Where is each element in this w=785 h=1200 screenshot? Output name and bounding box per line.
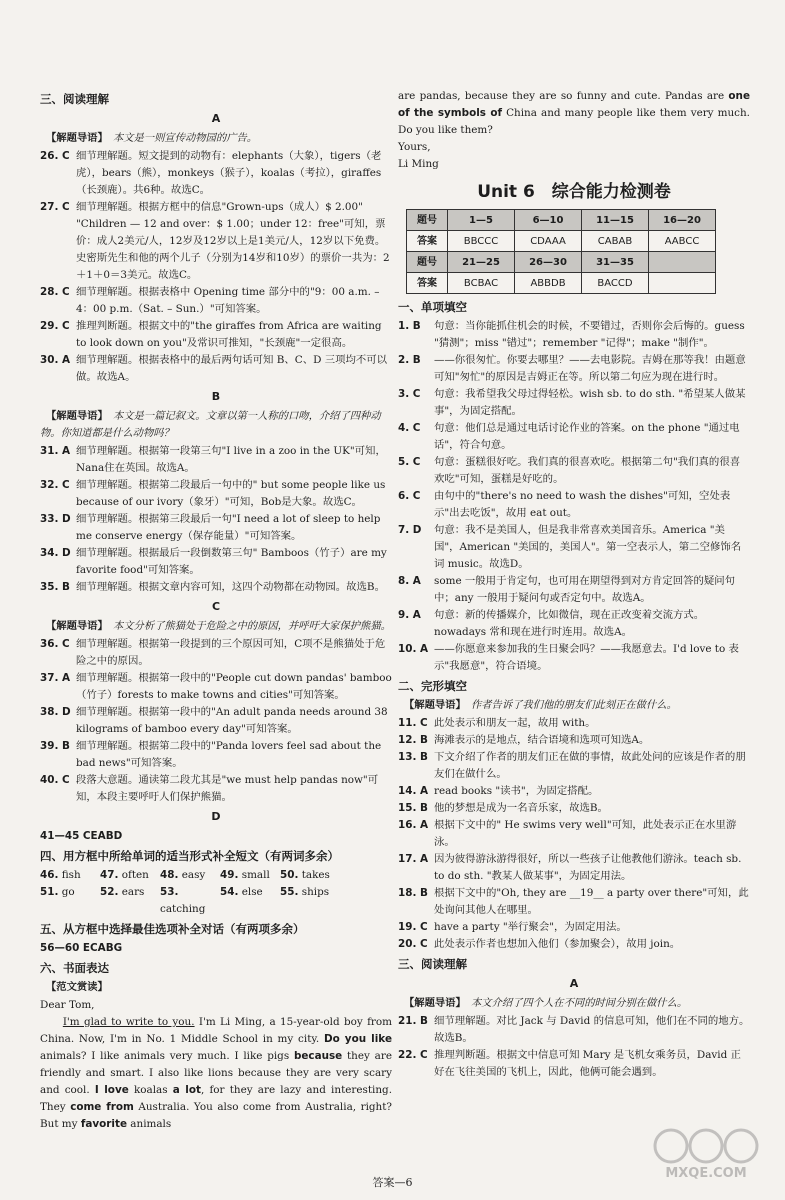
essay-highlight: one of the symbols of <box>398 90 750 119</box>
answer-item <box>398 851 750 885</box>
left-column <box>40 88 392 1133</box>
answer-item <box>398 522 750 573</box>
answer-item <box>40 443 392 477</box>
blank-number: 54. <box>220 886 239 898</box>
answer-item <box>398 1013 750 1047</box>
table-row <box>407 210 716 231</box>
sample-essay-continued <box>398 88 750 173</box>
part-label: B <box>211 390 221 403</box>
answer-explanation: 细节理解题。根据文章内容可知，这四个动物都在动物园。故选B。 <box>76 581 385 593</box>
guide-text: 本文分析了熊猫处于危险之中的原因，并呼吁大家保护熊猫。 <box>112 620 391 632</box>
answer-explanation: 细节理解题。根据第一段提到的三个原因可知，C项不是熊猫处于危险之中的原因。 <box>76 638 386 667</box>
answer-item <box>40 511 392 545</box>
blank-number: 49. <box>220 869 239 881</box>
sample-tag: 【范文赏读】 <box>46 981 108 993</box>
answer-item <box>40 670 392 704</box>
answer-explanation: 此处表示作者也想加入他们（参加聚会），故用 join。 <box>434 938 681 950</box>
essay-text: they are friendly and smart. I also like lions because they are very scary and cool. <box>40 1050 392 1096</box>
guide-text: 本文介绍了四个人在不同的时间分别在做什么。 <box>470 997 688 1009</box>
answer-number: 5. C <box>398 456 421 468</box>
essay-text: , for they are lazy and interesting. They <box>40 1084 392 1113</box>
blank-word: catching <box>160 903 206 915</box>
essay-highlight: come from <box>70 1101 134 1113</box>
table-cell: ABBDB <box>515 273 582 294</box>
answer-number: 7. D <box>398 524 422 536</box>
answer-number: 28. C <box>40 286 70 298</box>
blank-answer <box>280 884 340 918</box>
answer-number: 20. C <box>398 938 428 950</box>
answer-explanation: 他的梦想是成为一名音乐家，故选B。 <box>434 802 608 814</box>
blank-number: 55. <box>280 886 299 898</box>
guide <box>40 979 392 996</box>
watermark-logo-icon <box>651 1126 761 1166</box>
answer-item <box>40 545 392 579</box>
blank-word: else <box>241 886 263 898</box>
answer-explanation: 细节理解题。根据表格中的最后两句话可知 B、C、D 三项均不可以做。故选A。 <box>76 354 388 383</box>
blank-word: small <box>241 869 270 881</box>
section-title: 三、阅读理解 <box>40 92 109 106</box>
guide-tag: 【解题导语】 <box>46 410 103 422</box>
guide-text: 本文是一则宣传动物园的广告。 <box>112 132 258 144</box>
answer-explanation: 句意：我希望我父母过得轻松。wish sb. to do sth. "希望某人做某事"，为固定搭配。 <box>434 388 746 417</box>
answer-number: 38. D <box>40 706 71 718</box>
answer-item <box>398 1047 750 1081</box>
blank-answer <box>160 884 220 918</box>
table-row <box>407 273 716 294</box>
sample-essay <box>40 997 392 1133</box>
answer-number: 34. D <box>40 547 71 559</box>
answer-item <box>40 738 392 772</box>
answer-explanation: some 一般用于肯定句，也可用在期望得到对方肯定回答的疑问句中；any 一般用于疑问句或否定句中。故选A。 <box>434 575 736 604</box>
essay-text: I'm Li Ming, a 15-year-old boy from China. Now, I'm in No. 1 Middle School in my city. <box>40 1016 392 1045</box>
answer-number: 32. C <box>40 479 70 491</box>
section-title: 三、阅读理解 <box>398 957 467 971</box>
table-cell: 31—35 <box>582 252 649 273</box>
answer-list <box>40 148 392 386</box>
answer-item <box>398 573 750 607</box>
blank-answer <box>160 867 220 884</box>
answer-item <box>398 936 750 953</box>
answer-explanation: 细节理解题。对比 Jack 与 David 的信息可知，他们在不同的地方。故选B。 <box>434 1015 750 1044</box>
section-title: 四、用方框中所给单词的适当形式补全短文（有两词多余） <box>40 849 339 863</box>
guide-text: 本文是一篇记叙文。文章以第一人称的口吻，介绍了四种动物。你知道都是什么动物吗？ <box>40 410 381 439</box>
answer-number: 6. C <box>398 490 421 502</box>
essay-text: are pandas, because they are so funny and cute. Pandas are <box>398 90 729 102</box>
guide <box>398 697 750 714</box>
answer-explanation: have a party "举行聚会"，为固定用法。 <box>434 921 627 933</box>
table-cell <box>649 252 716 273</box>
answer-number: 14. A <box>398 785 429 797</box>
guide-tag: 【解题导语】 <box>404 997 461 1009</box>
answer-item <box>40 772 392 806</box>
essay-paragraph <box>398 88 750 139</box>
table-cell: 6—10 <box>515 210 582 231</box>
guide-text: 作者告诉了我们他的朋友们此刻正在做什么。 <box>470 699 677 711</box>
essay-text: Australia. You also come from Australia, right? But my <box>40 1101 392 1130</box>
essay-highlight: Do you like <box>323 1033 392 1045</box>
answer-number: 29. C <box>40 320 70 332</box>
answer-explanation: 句意：我不是美国人，但是我非常喜欢美国音乐。America "美国"，American "美国的，美国人"。第一空表示人，第二空修饰名词 music。故选D。 <box>434 524 742 570</box>
answer-number: 21. B <box>398 1015 428 1027</box>
blank-answer <box>40 867 100 884</box>
unit-title: Unit 6 综合能力检测卷 <box>477 182 671 202</box>
answer-explanation: 句意：蛋糕很好吃。我们真的很喜欢吃。根据第二句"我们真的很喜欢吃"可知，蛋糕是好吃的。 <box>434 456 741 485</box>
essay-text: animals? I like animals very much. I like pigs <box>40 1050 294 1062</box>
answer-number: 10. A <box>398 643 429 655</box>
answer-item <box>398 641 750 675</box>
blank-word: easy <box>181 869 206 881</box>
table-cell: 答案 <box>407 273 448 294</box>
answer-explanation: 句意：他们总是通过电话讨论作业的答案。on the phone "通过电话"，符合句意。 <box>434 422 740 451</box>
answer-item <box>398 318 750 352</box>
table-cell: 11—15 <box>582 210 649 231</box>
essay-text: China and many people like them very much. Do you like them? <box>398 107 750 136</box>
table-cell: CABAB <box>582 231 649 252</box>
section-title: 一、单项填空 <box>398 300 467 314</box>
table-cell: 16—20 <box>649 210 716 231</box>
answer-explanation: 句意：当你能抓住机会的时候，不要错过，否则你会后悔的。guess "猜测"；miss "错过"；remember "记得"；make "制作"。 <box>434 320 745 349</box>
blank-number: 47. <box>100 869 119 881</box>
answer-explanation: 段落大意题。通读第二段尤其是"we must help pandas now"可知，本段主要呼吁人们保护熊猫。 <box>76 774 379 803</box>
answer-item <box>398 352 750 386</box>
table-row <box>407 231 716 252</box>
blank-word: takes <box>301 869 330 881</box>
answer-explanation: 细节理解题。根据第二段中的"Panda lovers feel sad about the bad news"可知答案。 <box>76 740 382 769</box>
table-cell: AABCC <box>649 231 716 252</box>
guide <box>40 130 392 147</box>
table-cell: 21—25 <box>448 252 515 273</box>
answer-item <box>398 420 750 454</box>
answer-number: 11. C <box>398 717 428 729</box>
answer-list <box>398 715 750 953</box>
answer-item <box>40 352 392 386</box>
guide-tag: 【解题导语】 <box>46 132 103 144</box>
answer-explanation: 下文介绍了作者的朋友们正在做的事情，故此处问的应该是作者的朋友们在做什么。 <box>434 751 746 780</box>
answer-item <box>398 749 750 783</box>
essay-underline: I'm glad to write to you. <box>62 1016 195 1028</box>
blank-answer <box>100 884 160 918</box>
table-cell: BBCCC <box>448 231 515 252</box>
blank-word: ships <box>301 886 330 898</box>
answer-list <box>40 636 392 806</box>
answer-item <box>398 454 750 488</box>
answer-number: 39. B <box>40 740 70 752</box>
essay-paragraph <box>40 1014 392 1133</box>
answer-explanation: 细节理解题。根据第一段中的"An adult panda needs around 38 kilograms of bamboo every day"可知答案。 <box>76 706 388 735</box>
answer-explanation: ——你很匆忙。你要去哪里？——去电影院。吉姆在那等我！由题意可知"匆忙"的原因是吉姆正在等。所以第二句应为现在进行时。 <box>434 354 746 383</box>
answer-number: 19. C <box>398 921 428 933</box>
blank-answer <box>40 884 100 918</box>
answer-explanation: 海滩表示的是地点，结合语境和选项可知选A。 <box>434 734 650 746</box>
answer-item <box>398 783 750 800</box>
answer-number: 13. B <box>398 751 428 763</box>
section-title: 六、书面表达 <box>40 961 109 975</box>
answer-item <box>398 715 750 732</box>
answer-explanation: 细节理解题。短文提到的动物有：elephants（大象），tigers（老虎），bears（熊），monkeys（猴子），koalas（考拉），giraffes（长颈鹿）。共6种。故选C。 <box>76 150 382 196</box>
answer-item <box>40 704 392 738</box>
answer-explanation: 根据下文中的" He swims very well"可知，此处表示正在水里游泳。 <box>434 819 737 848</box>
blank-word: go <box>61 886 75 898</box>
answer-item <box>40 477 392 511</box>
answer-number: 4. C <box>398 422 421 434</box>
answer-explanation: 推理判断题。根据文中信息可知 Mary 是飞机女乘务员，David 正好在飞往美国的飞机上，因此，他俩可能会遇到。 <box>434 1049 741 1078</box>
section-title: 二、完形填空 <box>398 679 467 693</box>
guide-tag: 【解题导语】 <box>404 699 461 711</box>
answer-explanation: 细节理解题。根据第二段最后一句中的" but some people like us because of our ivory（象牙）"可知，Bob是大象。故选C。 <box>76 479 386 508</box>
answer-number: 8. A <box>398 575 421 587</box>
answer-explanation: 细节理解题。根据最后一段倒数第三句" Bamboos（竹子）are my favorite food"可知答案。 <box>76 547 387 576</box>
blank-answer <box>220 867 280 884</box>
answer-explanation: 句意：新的传播媒介，比如微信，现在正改变着交流方式。nowadays 常和现在进行时连用。故选A。 <box>434 609 705 638</box>
answer-explanation: read books "读书"，为固定搭配。 <box>434 785 599 797</box>
answer-number: 22. C <box>398 1049 428 1061</box>
guide <box>40 618 392 635</box>
answer-item <box>398 386 750 420</box>
essay-greeting: Dear Tom, <box>40 999 95 1011</box>
answer-line: 41—45 CEABD <box>40 830 123 842</box>
section-title: 五、从方框中选择最佳选项补全对话（有两项多余） <box>40 922 305 936</box>
answer-explanation: ——你愿意来参加我的生日聚会吗？——我愿意去。I'd love to 表示"我愿意"，符合语境。 <box>434 643 739 672</box>
answer-item <box>398 607 750 641</box>
blank-answer <box>100 867 160 884</box>
answer-number: 27. C <box>40 201 70 213</box>
answer-explanation: 推理判断题。根据文中的"the giraffes from Africa are waiting to look down on you"及常识可推知，"长颈鹿"一定很高。 <box>76 320 382 349</box>
essay-highlight: I love <box>94 1084 129 1096</box>
answer-number: 15. B <box>398 802 428 814</box>
blank-number: 51. <box>40 886 59 898</box>
table-cell: 1—5 <box>448 210 515 231</box>
essay-text: animals <box>127 1118 172 1130</box>
answer-list <box>398 1013 750 1081</box>
part-label: C <box>211 600 221 613</box>
answer-number: 16. A <box>398 819 429 831</box>
answer-item <box>398 919 750 936</box>
answer-item <box>40 148 392 199</box>
blank-number: 53. <box>160 886 179 898</box>
answer-explanation: 因为彼得游泳游得很好，所以一些孩子让他教他们游泳。teach sb. to do sth. "教某人做某事"，为固定用法。 <box>434 853 742 882</box>
answer-number: 12. B <box>398 734 428 746</box>
answer-number: 31. A <box>40 445 71 457</box>
table-cell: 题号 <box>407 252 448 273</box>
answer-explanation: 细节理解题。根据第一段第三句"I live in a zoo in the UK"可知，Nana住在英国。故选A。 <box>76 445 386 474</box>
table-cell: BACCD <box>582 273 649 294</box>
answer-item <box>398 488 750 522</box>
answer-item <box>40 636 392 670</box>
guide <box>398 995 750 1012</box>
table-cell <box>649 273 716 294</box>
answer-number: 33. D <box>40 513 71 525</box>
answer-number: 26. C <box>40 150 70 162</box>
blank-word: fish <box>61 869 81 881</box>
answer-number: 2. B <box>398 354 421 366</box>
table-cell: CDAAA <box>515 231 582 252</box>
answer-explanation: 细节理解题。根据第一段中的"People cut down pandas' bamboo（竹子）forests to make towns and cities"可知答案。 <box>76 672 392 701</box>
answer-item <box>398 885 750 919</box>
table-cell: 答案 <box>407 231 448 252</box>
part-label: D <box>211 810 221 823</box>
answer-number: 36. C <box>40 638 70 650</box>
blank-word: ears <box>121 886 145 898</box>
essay-closing: Yours, <box>398 141 431 153</box>
answer-explanation: 根据下文中的"Oh, they are __19__ a party over there"可知，此处询问其他人在哪里。 <box>434 887 749 916</box>
answer-item <box>40 284 392 318</box>
answer-item <box>40 579 392 596</box>
answer-item <box>398 800 750 817</box>
table-cell: 题号 <box>407 210 448 231</box>
blank-number: 48. <box>160 869 179 881</box>
blank-answer <box>280 867 340 884</box>
blank-answers <box>40 867 392 918</box>
watermark-text: MXQE.COM <box>665 1166 747 1181</box>
answer-explanation: 细节理解题。根据表格中 Opening time 部分中的"9：00 a.m. – 4：00 p.m.（Sat. – Sun.）"可知答案。 <box>76 286 380 315</box>
answer-number: 40. C <box>40 774 70 786</box>
answer-number: 17. A <box>398 853 429 865</box>
answer-explanation: 细节理解题。根据第三段最后一句"I need a lot of sleep to help me conserve energy（保存能量）"可知答案。 <box>76 513 381 542</box>
blank-number: 50. <box>280 869 299 881</box>
answer-number: 37. A <box>40 672 71 684</box>
right-column <box>398 88 750 1081</box>
watermark <box>651 1126 761 1182</box>
answer-number: 1. B <box>398 320 421 332</box>
blank-answer <box>220 884 280 918</box>
answer-explanation: 由句中的"there's no need to wash the dishes"可知，空处表示"出去吃饭"，故用 eat out。 <box>434 490 731 519</box>
essay-highlight: favorite <box>80 1118 127 1130</box>
answer-item <box>40 199 392 284</box>
essay-highlight: because <box>293 1050 343 1062</box>
essay-text: koalas <box>128 1084 173 1096</box>
table-cell: BCBAC <box>448 273 515 294</box>
answer-list <box>40 443 392 596</box>
answer-item <box>40 318 392 352</box>
answer-number: 3. C <box>398 388 421 400</box>
answer-number: 30. A <box>40 354 71 366</box>
answer-number: 18. B <box>398 887 428 899</box>
answer-explanation: 细节理解题。根据方框中的信息"Grown-ups（成人）$ 2.00" "Children — 12 and over：$ 1.00；under 12：free"可知，票价：成人2美元/人，12岁及12岁以上是1美元/人，12岁以下免费。史密斯先生和他的两个儿子（分别为14岁和10岁）的票价一共为：2＋1＋0＝3美元。故选C。 <box>76 201 390 281</box>
answer-item <box>398 732 750 749</box>
answer-item <box>398 817 750 851</box>
guide <box>40 408 392 442</box>
table-cell: 26—30 <box>515 252 582 273</box>
answer-number: 35. B <box>40 581 70 593</box>
answer-line: 56—60 ECABG <box>40 942 123 954</box>
blank-number: 52. <box>100 886 119 898</box>
blank-word: often <box>121 869 149 881</box>
essay-signature: Li Ming <box>398 158 439 170</box>
page-footer: 答案—6 <box>372 1176 413 1189</box>
blank-number: 46. <box>40 869 59 881</box>
answer-list <box>398 318 750 675</box>
table-row <box>407 252 716 273</box>
answer-table <box>406 209 716 294</box>
guide-tag: 【解题导语】 <box>46 620 103 632</box>
part-label: A <box>569 977 579 990</box>
answer-explanation: 此处表示和朋友一起，故用 with。 <box>434 717 596 729</box>
part-label: A <box>211 112 221 125</box>
answer-number: 9. A <box>398 609 421 621</box>
essay-highlight: a lot <box>172 1084 201 1096</box>
